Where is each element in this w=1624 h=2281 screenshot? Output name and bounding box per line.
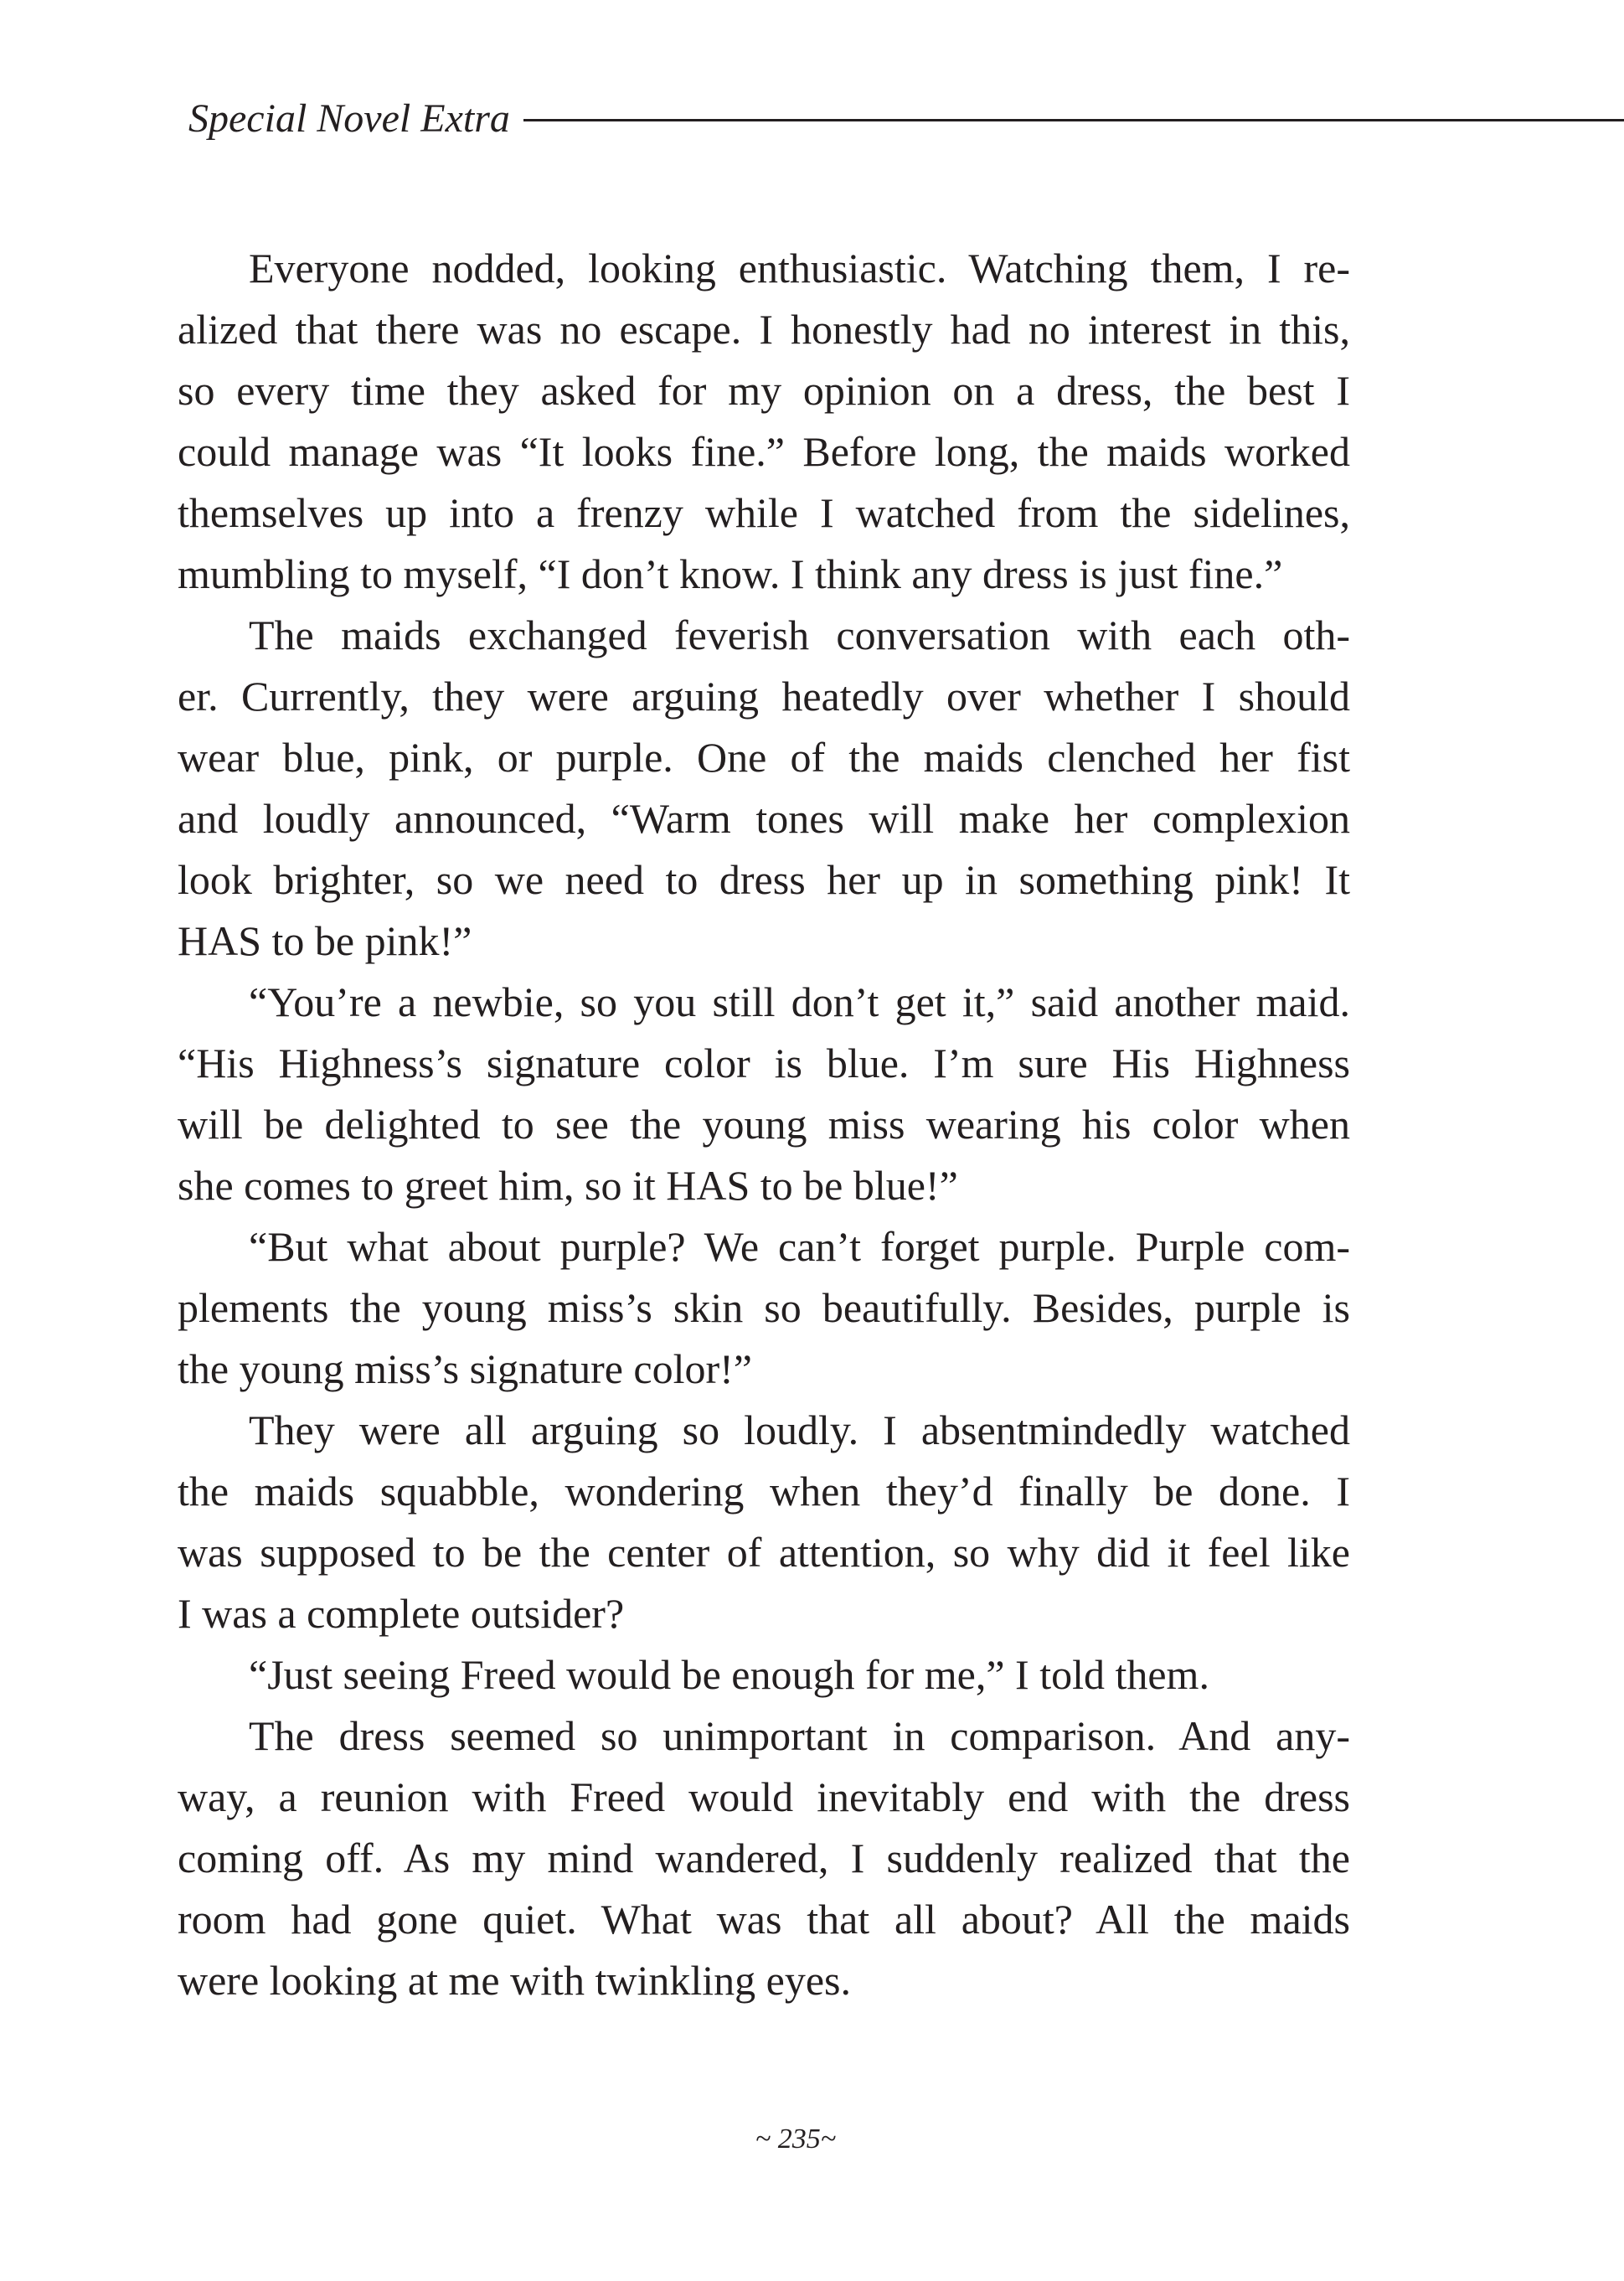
text-line: look brighter, so we need to dress her up in something pink! It xyxy=(178,856,1350,903)
body-text xyxy=(178,238,1350,2011)
text-line: “You’re a newbie, so you still don’t get it,” said another maid. xyxy=(249,978,1350,1025)
text-line: wear blue, pink, or purple. One of the maids clenched her fist xyxy=(178,734,1350,781)
text-line: will be delighted to see the young miss wearing his color when xyxy=(178,1101,1350,1148)
text-line: so every time they asked for my opinion on a dress, the best I xyxy=(178,367,1350,414)
text-line: er. Currently, they were arguing heatedly over whether I should xyxy=(178,673,1350,720)
text-line: HAS to be pink!” xyxy=(178,917,472,964)
header-rule-divider xyxy=(523,119,1624,121)
text-line: “His Highness’s signature color is blue. I’m sure His Highness xyxy=(178,1040,1350,1086)
text-line: coming off. As my mind wandered, I suddenly realized that the xyxy=(178,1835,1350,1881)
text-line: and loudly announced, “Warm tones will make her complexion xyxy=(178,795,1350,842)
running-header xyxy=(188,94,1624,144)
text-line: the maids squabble, wondering when they’d finally be done. I xyxy=(178,1468,1350,1515)
text-line: “Just seeing Freed would be enough for me,” I told them. xyxy=(249,1651,1209,1698)
text-line: alized that there was no escape. I honestly had no interest in this, xyxy=(178,306,1350,353)
text-line: The maids exchanged feverish conversation with each oth- xyxy=(249,612,1350,658)
page-number: ~ 235~ xyxy=(755,2124,837,2155)
text-line: way, a reunion with Freed would inevitably end with the dress xyxy=(178,1773,1350,1820)
text-line: plements the young miss’s skin so beautifully. Besides, purple is xyxy=(178,1284,1350,1331)
text-line: could manage was “It looks fine.” Before long, the maids worked xyxy=(178,428,1350,475)
text-line: was supposed to be the center of attention, so why did it feel like xyxy=(178,1529,1350,1576)
running-header-title: Special Novel Extra xyxy=(188,96,510,141)
text-line: Everyone nodded, looking enthusiastic. Watching them, I re- xyxy=(249,245,1350,292)
text-line: The dress seemed so unimportant in comparison. And any- xyxy=(249,1712,1350,1759)
text-line: the young miss’s signature color!” xyxy=(178,1345,752,1392)
text-line: themselves up into a frenzy while I watched from the sidelines, xyxy=(178,489,1350,536)
text-line: They were all arguing so loudly. I absentmindedly watched xyxy=(249,1406,1350,1453)
text-line: I was a complete outsider? xyxy=(178,1590,625,1637)
text-line: “But what about purple? We can’t forget purple. Purple com- xyxy=(249,1223,1350,1270)
text-line: she comes to greet him, so it HAS to be blue!” xyxy=(178,1162,958,1209)
text-line: mumbling to myself, “I don’t know. I think any dress is just fine.” xyxy=(178,550,1283,597)
text-line: room had gone quiet. What was that all about? All the maids xyxy=(178,1896,1350,1943)
text-line: were looking at me with twinkling eyes. xyxy=(178,1957,852,2004)
